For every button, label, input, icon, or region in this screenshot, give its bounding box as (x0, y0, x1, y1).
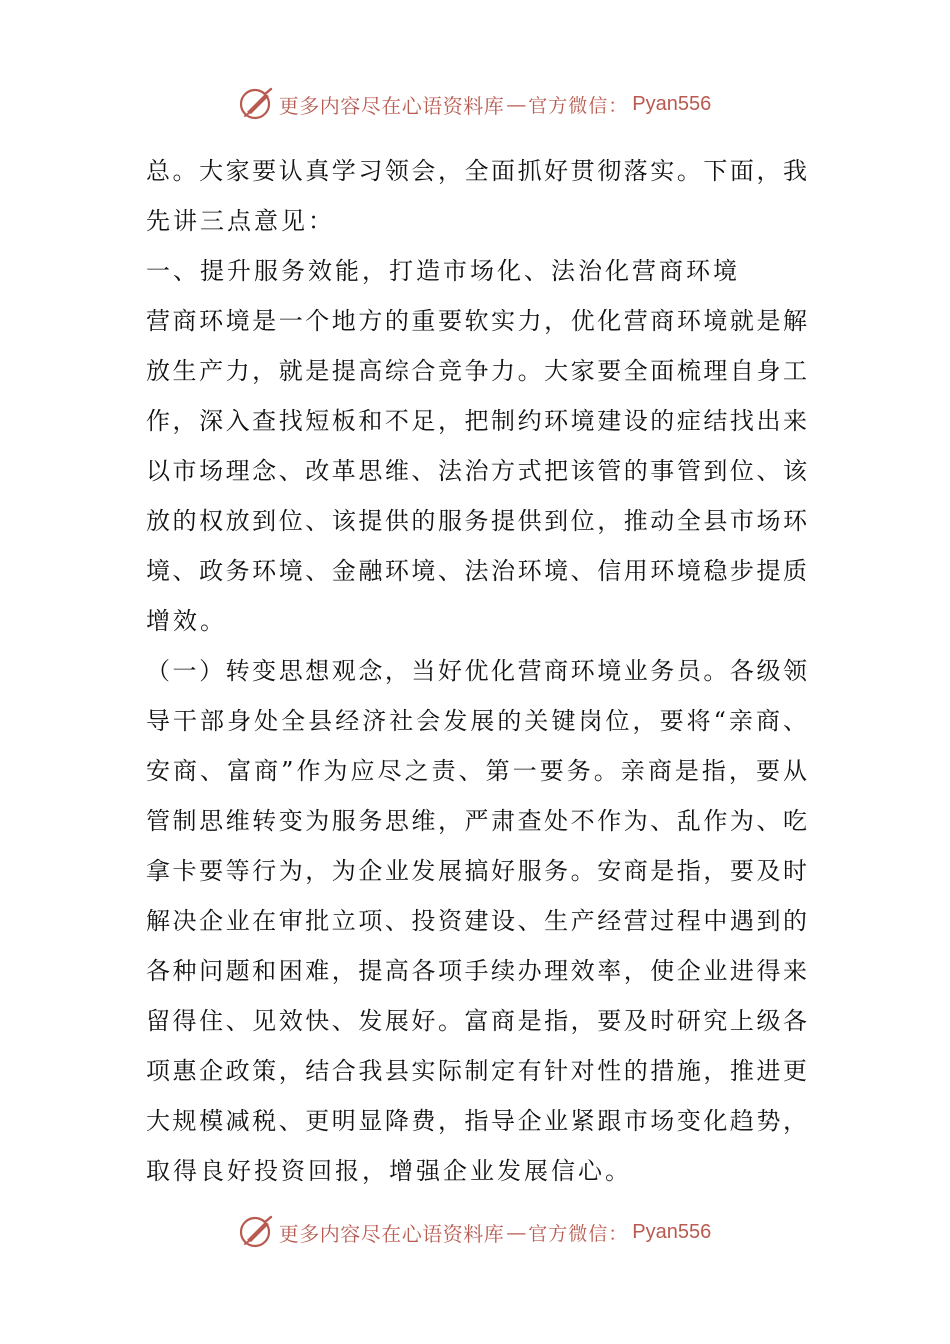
text-line: 放生产力，就是提高综合竞争力。大家要全面梳理自身工 (146, 357, 808, 385)
text-line: 拿卡要等行为，为企业发展搞好服务。安商是指，要及时 (146, 857, 808, 885)
text-line: 导干部身处全县经济社会发展的关键岗位，要将“亲商、 (146, 707, 808, 735)
watermark-label: 官方微信： (528, 1222, 629, 1245)
text-line: 管制思维转变为服务思维，严肃查处不作为、乱作为、吃 (146, 807, 808, 835)
text-line: 先讲三点意见： (146, 207, 335, 235)
pen-logo-icon (239, 86, 275, 122)
watermark-id: Pyan556 (632, 92, 712, 115)
text-line: 总。大家要认真学习领会，全面抓好贯彻落实。下面，我 (146, 157, 808, 185)
watermark-text: 更多内容尽在心语资料库 (278, 93, 505, 118)
text-line: 项惠企政策，结合我县实际制定有针对性的措施，推进更 (146, 1057, 808, 1085)
text-line: 营商环境是一个地方的重要软实力，优化营商环境就是解 (146, 307, 808, 335)
footer-watermark (0, 1210, 950, 1254)
watermark-id: Pyan556 (632, 1220, 712, 1243)
text-line: 增效。 (146, 607, 227, 635)
pen-logo-icon (239, 1214, 275, 1250)
text-line: 境、政务环境、金融环境、法治环境、信用环境稳步提质 (146, 557, 808, 585)
text-line: 取得良好投资回报，增强企业发展信心。 (146, 1157, 632, 1185)
text-line: 留得住、见效快、发展好。富商是指，要及时研究上级各 (146, 1007, 808, 1035)
text-line: 以市场理念、改革思维、法治方式把该管的事管到位、该 (146, 457, 808, 485)
text-line: 安商、富商”作为应尽之责、第一要务。亲商是指，要从 (146, 757, 808, 785)
header-watermark (0, 82, 950, 126)
text-line: 作，深入查找短板和不足，把制约环境建设的症结找出来 (146, 407, 808, 435)
text-line: 大规模减税、更明显降费，指导企业紧跟市场变化趋势， (146, 1107, 808, 1135)
subsection-heading-line: （一）转变思想观念，当好优化营商环境业务员。各级领 (146, 657, 808, 685)
section-heading: 一、提升服务效能，打造市场化、法治化营商环境 (146, 257, 740, 285)
watermark-text: 更多内容尽在心语资料库 (278, 1221, 505, 1246)
document-body (146, 146, 808, 1196)
watermark-label: 官方微信： (528, 94, 629, 117)
text-line: 解决企业在审批立项、投资建设、生产经营过程中遇到的 (146, 907, 808, 935)
text-line: 放的权放到位、该提供的服务提供到位，推动全县市场环 (146, 507, 808, 535)
watermark-separator: — (506, 1220, 527, 1244)
watermark-separator: — (506, 92, 527, 116)
text-line: 各种问题和困难，提高各项手续办理效率，使企业进得来 (146, 957, 808, 985)
